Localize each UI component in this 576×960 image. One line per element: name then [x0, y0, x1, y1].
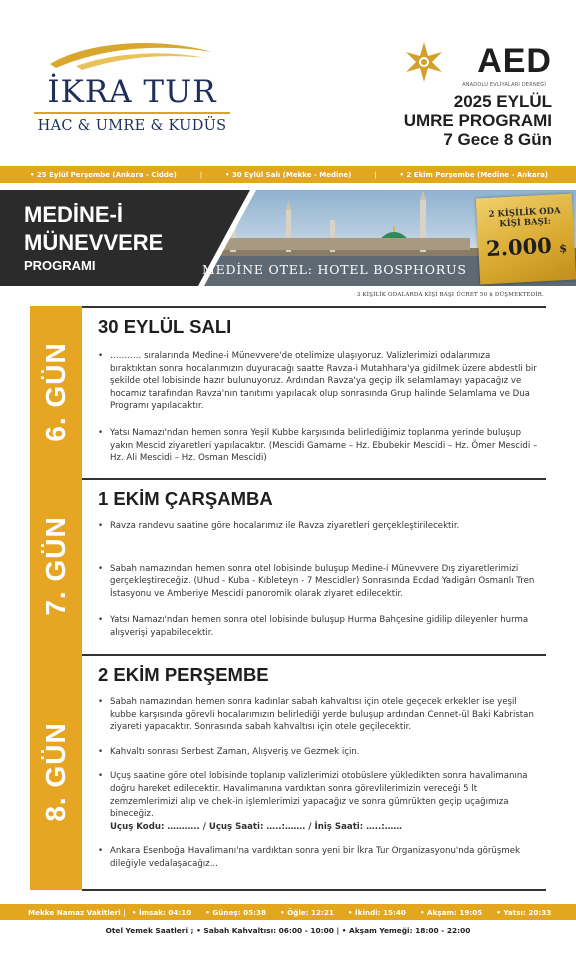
prayer-time: • Öğle: 12:21: [279, 907, 334, 917]
prayer-time: • Güneş: 05:38: [205, 907, 266, 917]
prayer-time: • İkindi: 15:40: [347, 907, 406, 917]
day-heading: 30 EYLÜL SALI: [98, 316, 232, 337]
day-section-7: [30, 478, 546, 654]
ikra-tur-logo: [28, 38, 228, 138]
price-value: 2.000 $: [485, 232, 568, 262]
day-label: 8. GÜN: [40, 722, 71, 822]
section-divider: [82, 654, 546, 656]
date-bar: [0, 166, 576, 183]
list-item: • Sabah namazından hemen sonra kadınlar sabah kahvaltısı için otele geçecek erkekler ise yeşil kubbe karşısında görevli hocalarımızın belirlediği yerde buluşup ardından Cennet-ül Baki Kabristan ziyareti yapacaktır. Sonrasında sabah kahvaltısı için otele geçilecektir.: [98, 696, 538, 734]
flight-info-text: Uçuş saatine göre otel lobisinde toplanıp valizlerimizi otobüslere yükledikten sonra havalimanına doğru hareket edilecektir. Havalimanına vardıktan sonra görevlilerimizin vereceği 5 lt zemzemlerimizi alıp ve chek-in işlemlerimizi yapacağız ve sonra gümrükten geçip uçağımıza bineceğiz.: [110, 771, 528, 820]
program-title-line1: 2025 EYLÜL: [453, 92, 552, 111]
date-item: • 30 Eylül Salı (Mekke - Medine): [225, 170, 352, 179]
prayer-time: • Akşam: 19:05: [419, 907, 483, 917]
prayer-times-label: Mekke Namaz Vakitleri |: [28, 907, 126, 917]
day-activity-list: [98, 350, 538, 465]
day-side-tab: [30, 306, 82, 478]
day-activity-list: [98, 696, 538, 871]
day-label: 6. GÜN: [40, 342, 71, 442]
day-section-6: [30, 306, 546, 478]
section-divider: [82, 478, 546, 480]
brand-divider: [34, 112, 230, 114]
list-item: • Sabah namazından hemen sonra otel lobisinde buluşup Medine-i Münevvere Dış ziyaretlerimizi gerçekleştireceğiz. (Uhud - Kuba - Kıbleteyn - 7 Mescidler) Sonrasında Ecdad Yadigârı Osmanlı Tren İstasyonu ve Amberiye Mescidi panoromik olarak ziyaret edilecektir.: [98, 563, 538, 601]
day-side-tab: [30, 478, 82, 654]
price-badge: [476, 194, 576, 285]
day-heading: 1 EKİM ÇARŞAMBA: [98, 488, 273, 509]
swoosh-icon: [46, 38, 216, 72]
list-item: • ……….. sıralarında Medine-i Münevvere'de otelimize ulaşıyoruz. Valizlerimizi odalarımıza bıraktıktan sonra hocalarımızın duyuracağı saatte Ravza-i Mutahhara'ya gidilmek üzere abdestli bir şekilde otel lobisinde hazır bulunuyoruz. Ardından Ravza'ya geçip ilk selamlamayı yapacağız ve hocamız tarafından Ravza'nın tanıtımı yapılacak olup sonrasında Grup halinde Selamlama ve Dua Programı yapılacaktır.: [98, 350, 538, 413]
aed-name: AED: [477, 42, 552, 80]
program-title-line2: UMRE PROGRAMI: [403, 111, 552, 130]
section-divider-bottom: [82, 889, 546, 891]
list-item: • Ankara Esenboğa Havalimanı'na vardıktan sonra yeni bir İkra Tur Organizasyonu'nda görüşmek dileğiyle vedalaşacağız...: [98, 845, 538, 870]
day-side-tab: [30, 654, 82, 890]
section-divider: [82, 306, 546, 308]
date-separator: |: [199, 170, 203, 179]
price-label-line1: 2 KİŞİLİK ODA: [488, 206, 561, 220]
aed-block: [402, 40, 552, 150]
list-item: [98, 770, 538, 833]
day-label: 7. GÜN: [40, 516, 71, 616]
hotel-name: MEDİNE OTEL: HOTEL BOSPHORUS: [202, 262, 467, 277]
list-item: • Ravza randevu saatine göre hocalarımız ile Ravza ziyaretleri gerçekleştirilecektir.: [98, 520, 538, 533]
banner-title-line2: MÜNEVVERE: [24, 230, 164, 255]
day-activity-list: [98, 520, 538, 640]
star-emblem-icon: [402, 40, 446, 84]
prayer-times-bar: [0, 904, 576, 920]
medine-banner: [0, 190, 576, 286]
flight-code-line: Uçuş Kodu: ……….. / Uçuş Saati: …..:……. / İniş Saati: …..:……: [110, 821, 402, 832]
triple-room-note: 3 KİŞİLİK ODALARDA KİŞİ BAŞI ÜCRET 50 $ DÜŞMEKTEDİR.: [356, 292, 544, 298]
list-item: • Yatsı Namazı'ndan hemen sonra Yeşil Kubbe karşısında belirlediğimiz toplanma yerinde buluşup yakın Mescid ziyaretleri yapılacaktır. (Mescidi Gamame – Hz. Ebubekir Mescidi – Hz. Ömer Mescidi – Hz. Ali Mescidi – Hz. Osman Mescidi): [98, 427, 538, 465]
aed-subtitle: ANADOLU EVLİYALARI DERNEĞİ: [462, 82, 546, 88]
date-item: • 25 Eylül Perşembe (Ankara - Cidde): [30, 170, 177, 179]
list-item: • Yatsı Namazı'ndan hemen sonra otel lobisinde buluşup Hurma Bahçesine gidilip dileyenler hurma alışverişi yapabilecektir.: [98, 614, 538, 639]
banner-title-line3: PROGRAMI: [24, 258, 96, 273]
day-section-8: [30, 654, 546, 890]
date-separator: |: [374, 170, 377, 179]
brand-subtitle: HAC & UMRE & KUDÜS: [37, 118, 227, 134]
date-item: • 2 Ekim Perşembe (Medine - Ankara): [399, 170, 548, 179]
day-heading: 2 EKİM PERŞEMBE: [98, 664, 269, 685]
prayer-time: • İmsak: 04:10: [131, 907, 192, 917]
program-title-line3: 7 Gece 8 Gün: [443, 130, 552, 149]
prayer-time: • Yatsı: 20:33: [496, 907, 552, 917]
hotel-meal-times: Otel Yemek Saatleri ; • Sabah Kahvaltısı: 06:00 - 10:00 | • Akşam Yemeği: 18:00 - 22:00: [105, 926, 471, 935]
price-label-line2: KİŞİ BAŞI:: [499, 216, 552, 230]
brand-name: İKRA TUR: [47, 74, 217, 110]
banner-title-line1: MEDİNE-İ: [24, 202, 123, 227]
list-item: • Kahvaltı sonrası Serbest Zaman, Alışveriş ve Gezmek için.: [98, 746, 538, 759]
